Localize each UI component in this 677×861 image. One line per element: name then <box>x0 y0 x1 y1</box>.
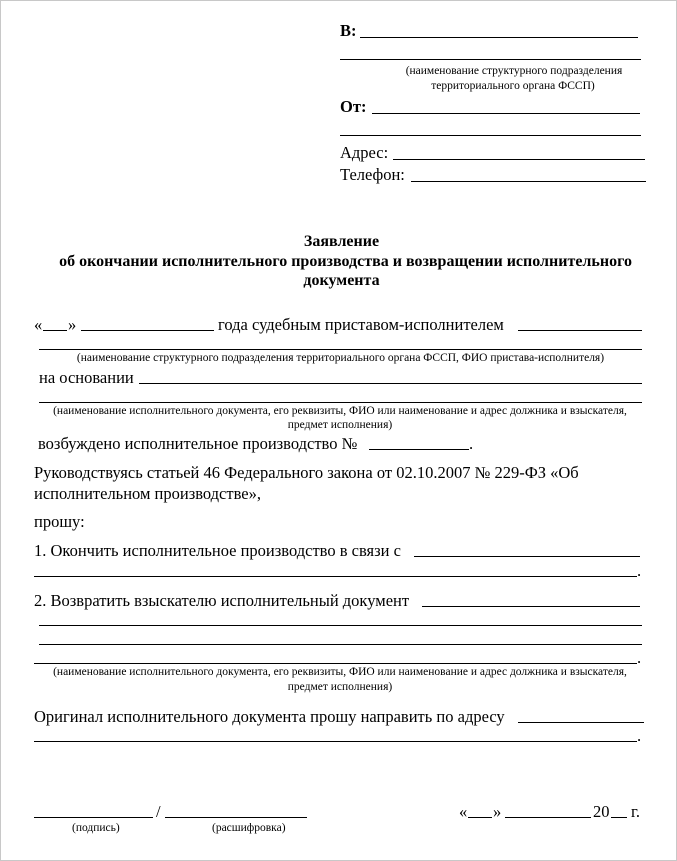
original-address-field-line-2[interactable] <box>34 741 637 742</box>
item-2-field-line-2[interactable] <box>39 625 642 626</box>
footer-date-open-quote: « <box>459 802 468 821</box>
signature-decoding-field[interactable] <box>165 817 307 818</box>
footer-date-close-quote: » <box>493 802 502 821</box>
address-field-line[interactable] <box>393 159 645 160</box>
item-1-field-line-2[interactable] <box>34 576 637 577</box>
phone-field-line[interactable] <box>411 181 646 182</box>
from-field-line-2[interactable] <box>340 135 641 136</box>
document-subtitle-line-2: документа <box>303 272 380 289</box>
item-2-field-line-1[interactable] <box>422 606 640 607</box>
item-1-end: . <box>637 561 642 580</box>
bailiff-field-line-2[interactable] <box>39 349 642 350</box>
address-label: Адрес: <box>340 143 389 162</box>
original-address-end: . <box>637 726 642 745</box>
basis-field-line-1[interactable] <box>139 383 642 384</box>
bailiff-field-line-1[interactable] <box>518 330 642 331</box>
date-month-year-field[interactable] <box>81 330 214 331</box>
signature-field[interactable] <box>34 817 153 818</box>
date-close-quote: » <box>68 315 77 334</box>
item-2-caption-line-1: (наименование исполнительного документа, его реквизиты, ФИО или наименование и адрес должника и взыскателя, <box>53 666 627 678</box>
to-field-line-1[interactable] <box>360 37 638 38</box>
request-label: прошу: <box>34 512 85 531</box>
item-2-end: . <box>637 648 642 667</box>
date-day-field[interactable] <box>43 330 67 331</box>
item-1-field-line-1[interactable] <box>414 556 640 557</box>
to-label: В: <box>340 21 357 40</box>
initiated-text: возбуждено исполнительное производство № <box>38 434 358 453</box>
to-caption-line-1: (наименование структурного подразделения <box>405 65 623 77</box>
signature-slash: / <box>156 802 161 821</box>
item-2-field-line-4[interactable] <box>34 663 637 664</box>
footer-date-day-field[interactable] <box>468 817 492 818</box>
case-number-field[interactable] <box>369 449 469 450</box>
basis-field-line-2[interactable] <box>39 402 642 403</box>
from-field-line-1[interactable] <box>372 113 640 114</box>
basis-label: на основании <box>39 368 134 387</box>
footer-year-field[interactable] <box>611 817 627 818</box>
footer-year-prefix: 20 <box>593 802 610 821</box>
document-title: Заявление <box>303 233 380 250</box>
law-reference-line-1: Руководствуясь статьей 46 Федерального закона от 02.10.2007 № 229-ФЗ «Об <box>34 463 579 482</box>
signature-caption: (подпись) <box>72 822 120 834</box>
item-2-text: 2. Возвратить взыскателю исполнительный документ <box>34 591 410 610</box>
item-2-field-line-3[interactable] <box>39 644 642 645</box>
basis-caption-line-1: (наименование исполнительного документа, его реквизиты, ФИО или наименование и адрес должника и взыскателя, <box>53 405 627 417</box>
footer-year-suffix: г. <box>631 802 641 821</box>
document-subtitle-line-1: об окончании исполнительного производства и возвращении исполнительного <box>59 253 632 270</box>
law-reference-line-2: исполнительном производстве», <box>34 484 261 503</box>
bailiff-text: года судебным приставом-исполнителем <box>218 315 504 334</box>
original-address-field-line-1[interactable] <box>518 722 644 723</box>
item-2-caption-line-2: предмет исполнения) <box>287 681 393 693</box>
decoding-caption: (расшифровка) <box>212 822 286 834</box>
bailiff-caption: (наименование структурного подразделения территориального органа ФССП, ФИО пристава-исполнителя) <box>76 352 605 364</box>
date-open-quote: « <box>34 315 43 334</box>
phone-label: Телефон: <box>340 165 405 184</box>
item-1-text: 1. Окончить исполнительное производство в связи с <box>34 541 401 560</box>
original-address-text: Оригинал исполнительного документа прошу направить по адресу <box>34 707 505 726</box>
initiated-end: . <box>469 434 474 453</box>
to-field-line-2[interactable] <box>340 59 641 60</box>
basis-caption-line-2: предмет исполнения) <box>287 419 393 431</box>
from-label: От: <box>340 97 367 116</box>
to-caption-line-2: территориального органа ФССП) <box>431 80 595 92</box>
footer-date-month-field[interactable] <box>505 817 591 818</box>
